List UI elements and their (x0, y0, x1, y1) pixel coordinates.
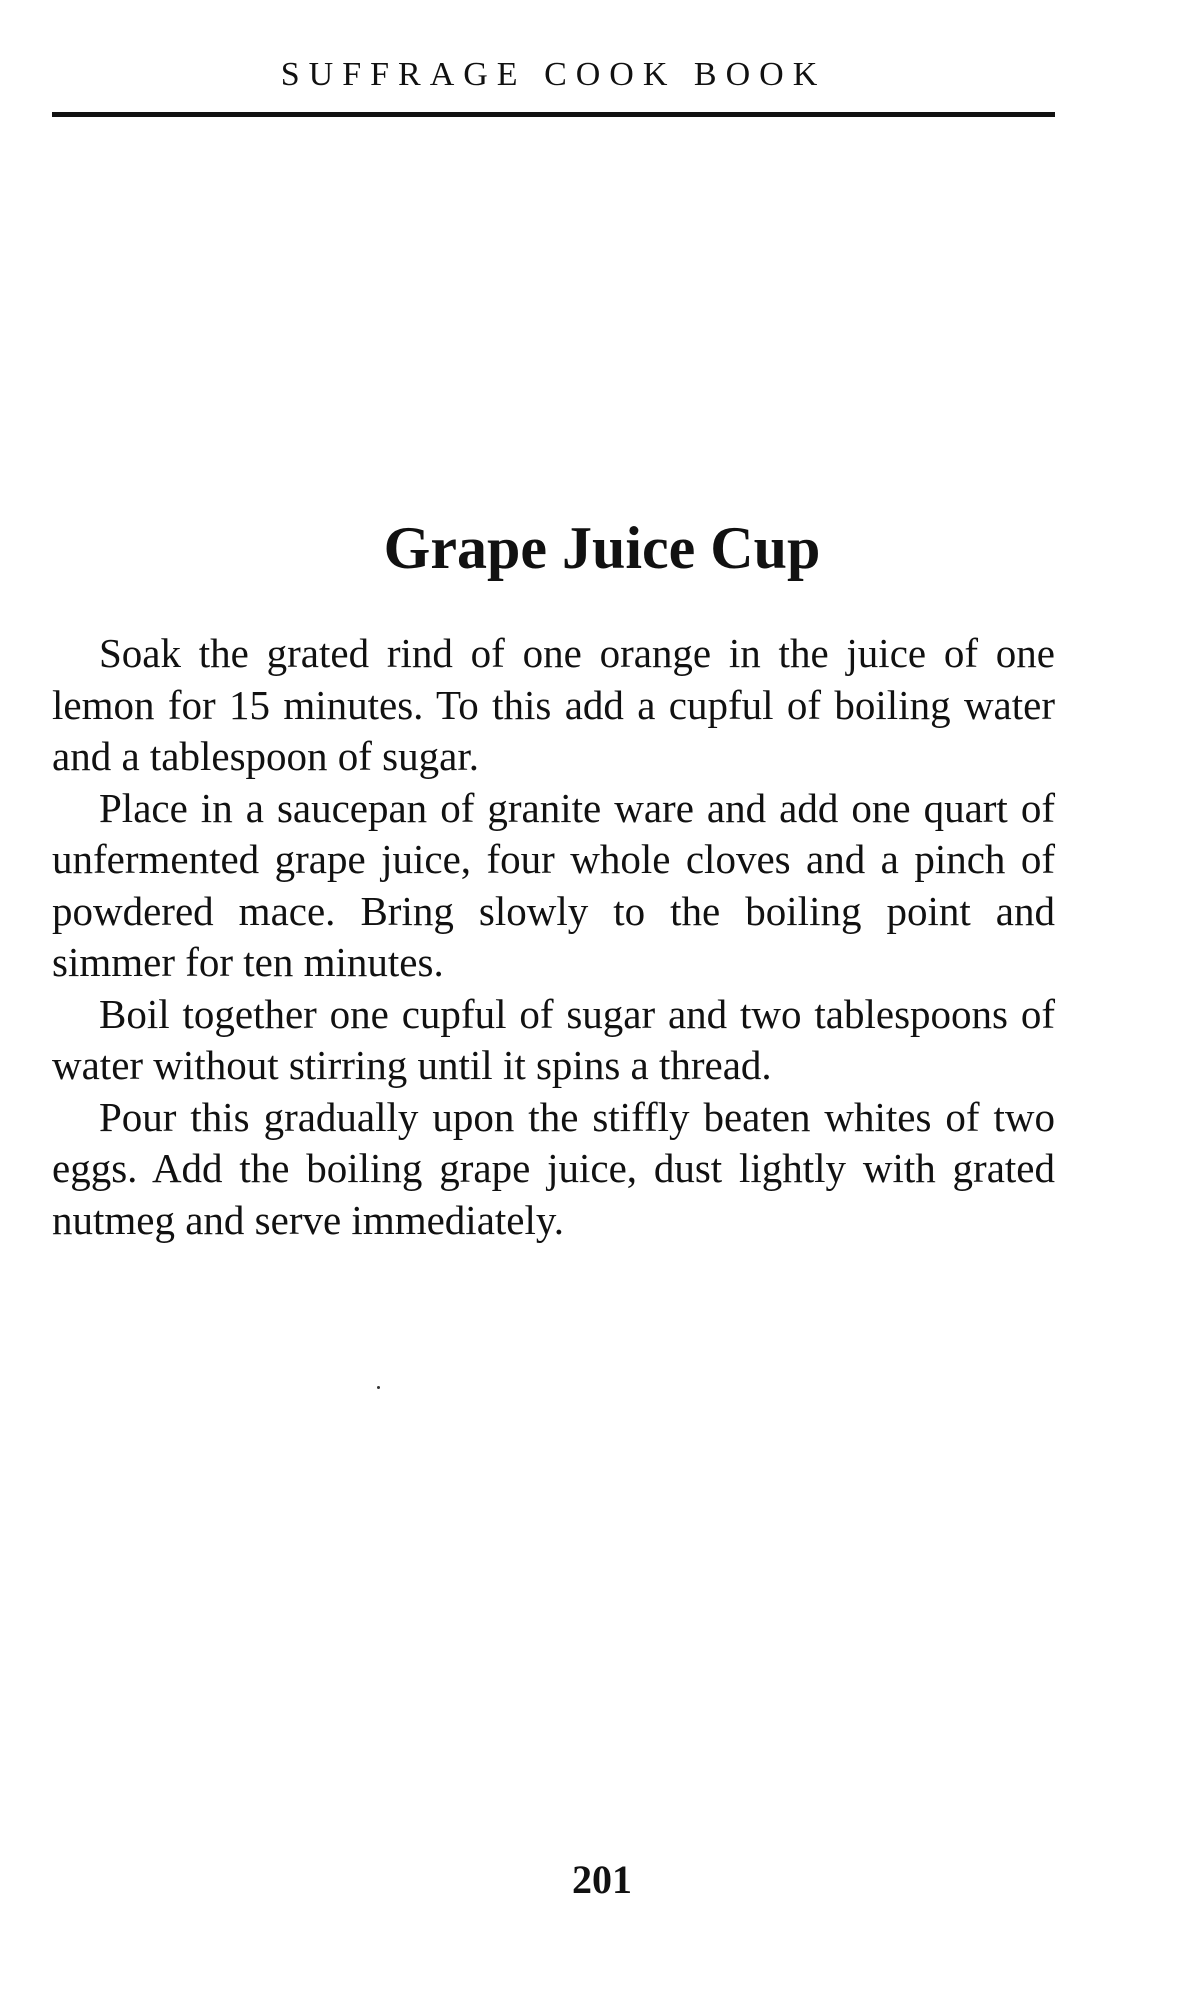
recipe-paragraph: Boil together one cupful of sugar and two tablespoons of water without stirring until it spins a thread. (52, 990, 1055, 1088)
recipe-paragraph: Pour this gradually upon the stiffly beaten whites of two eggs. Add the boiling grape juice, dust lightly with grated nutmeg and serve immediately. (52, 1093, 1055, 1243)
recipe-title: Grape Juice Cup (383, 515, 821, 581)
recipe-paragraph: Soak the grated rind of one orange in the juice of one lemon for 15 minutes. To this add a cupful of boiling water and a tablespoon of sugar. (52, 630, 1055, 779)
recipe-paragraph: Place in a saucepan of granite ware and add one quart of unfermented grape juice, four whole cloves and a pinch of powdered mace. Bring slowly to the boiling point and simmer for ten minutes. (52, 784, 1055, 985)
page-number: 201 (572, 1857, 632, 1902)
running-header: SUFFRAGE COOK BOOK (280, 56, 827, 93)
header-rule (52, 112, 1055, 117)
recipe-body (52, 628, 1055, 1246)
ink-speck (377, 1386, 380, 1389)
